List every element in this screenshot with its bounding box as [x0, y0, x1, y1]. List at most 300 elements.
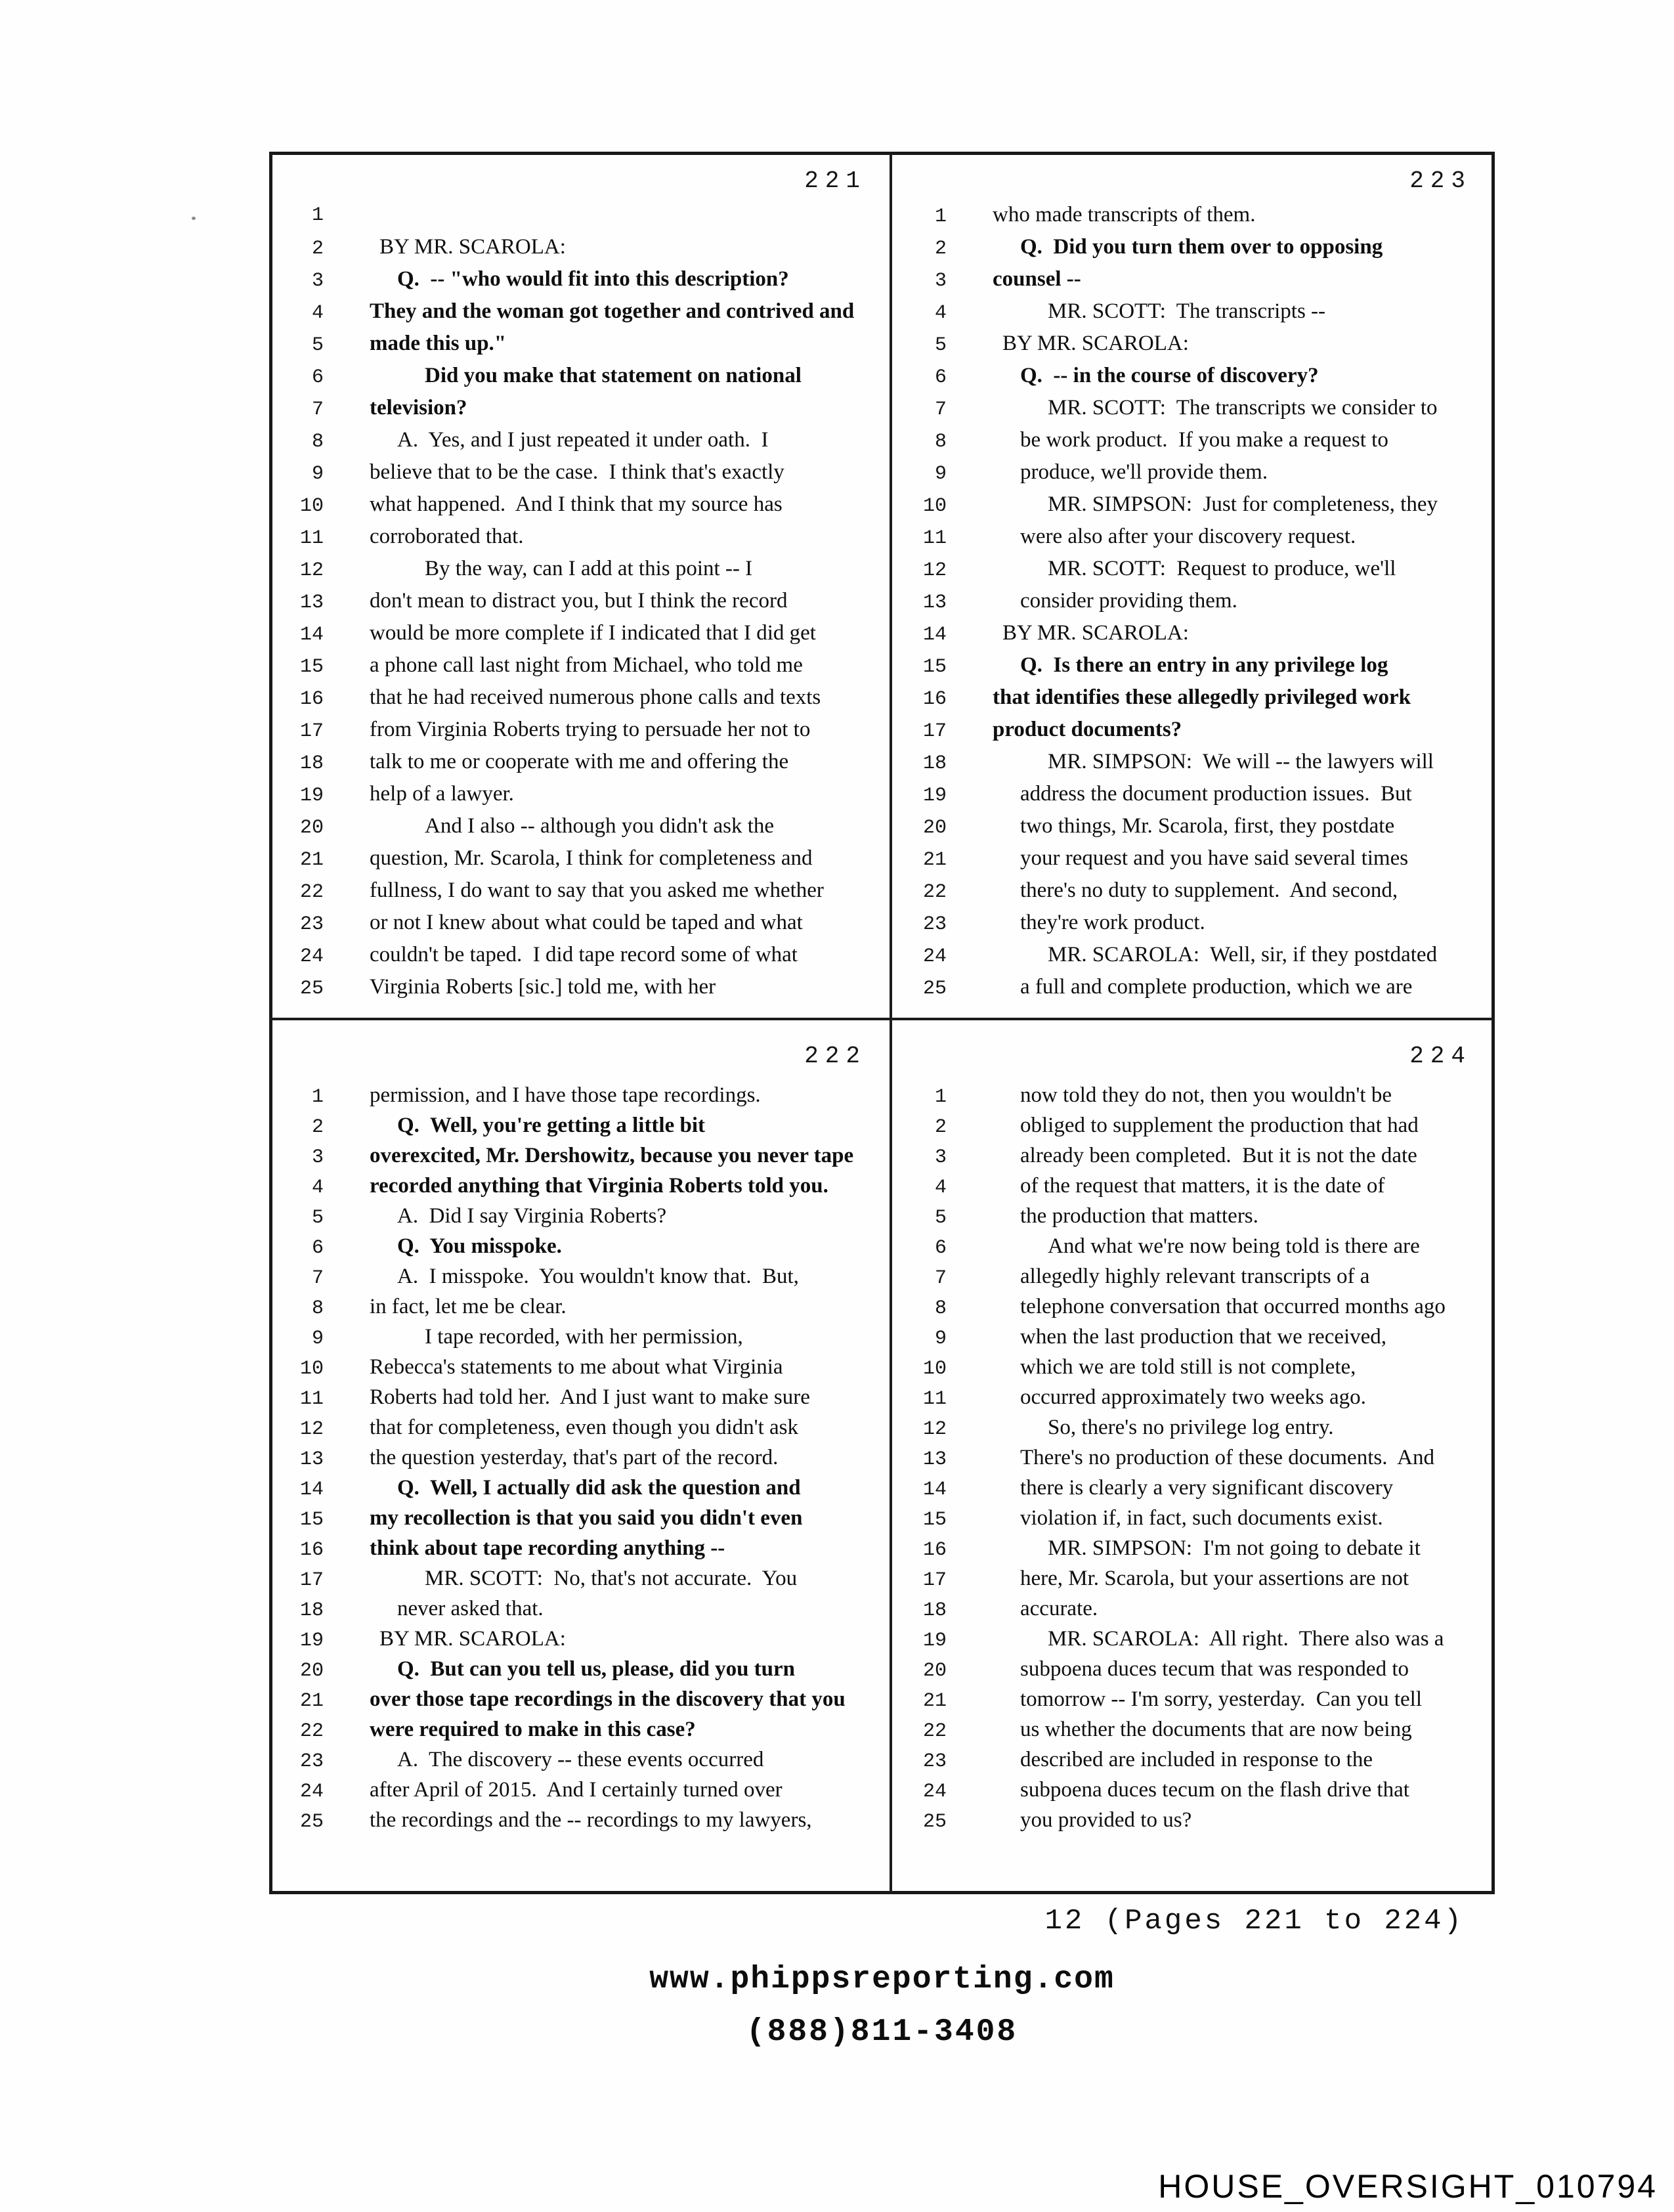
transcript-line-row: [269, 1111, 890, 1141]
line-number: 22: [922, 1720, 947, 1743]
transcript-line-text: your request and you have said several times: [1020, 846, 1409, 870]
line-number: 4: [934, 1177, 947, 1199]
line-number: 25: [299, 978, 324, 1000]
transcript-line-text: A. I misspoke. You wouldn't know that. But,: [397, 1265, 799, 1288]
line-number: 1: [311, 204, 324, 227]
line-number: 18: [299, 1599, 324, 1622]
transcript-line-text: MR. SCOTT: Request to produce, we'll: [1048, 557, 1396, 580]
line-number: 25: [922, 978, 947, 1000]
line-number: 12: [299, 1418, 324, 1441]
transcript-line-text: corroborated that.: [370, 525, 524, 548]
transcript-line-row: [269, 1685, 890, 1715]
transcript-line-row: [892, 1081, 1495, 1111]
transcript-line-row: [892, 876, 1495, 908]
transcript-line-text: who made transcripts of them.: [993, 203, 1256, 227]
transcript-line-row: [269, 200, 890, 232]
line-number: 10: [299, 495, 324, 517]
transcript-line-text: Q. Well, you're getting a little bit: [397, 1114, 705, 1137]
line-number: 21: [922, 1690, 947, 1712]
line-number: 2: [311, 1116, 324, 1139]
transcript-line-row: [892, 1413, 1495, 1443]
transcript-page-221: [269, 152, 890, 1018]
transcript-line-text: in fact, let me be clear.: [370, 1295, 567, 1318]
transcript-line-text: fullness, I do want to say that you asked me whether: [370, 878, 824, 902]
transcript-line-row: [269, 779, 890, 812]
transcript-line-text: already been completed. But it is not the date: [1020, 1144, 1417, 1167]
transcript-line-text: over those tape recordings in the discovery that you: [370, 1687, 846, 1711]
bates-stamp: HOUSE_OVERSIGHT_010794: [1158, 2168, 1658, 2205]
transcript-line-text: Virginia Roberts [sic.] told me, with her: [370, 975, 716, 999]
transcript-line-text: the recordings and the -- recordings to my lawyers,: [370, 1808, 812, 1832]
transcript-line-text: don't mean to distract you, but I think the record: [370, 589, 788, 613]
line-number: 9: [311, 1328, 324, 1350]
line-number: 8: [934, 1297, 947, 1320]
transcript-line-row: [269, 1443, 890, 1473]
line-number: 7: [311, 399, 324, 421]
transcript-line-text: MR. SCAROLA: All right. There also was a: [1048, 1627, 1444, 1651]
line-number: 10: [922, 1358, 947, 1380]
line-number: 11: [299, 1388, 324, 1410]
line-number: 17: [299, 1569, 324, 1592]
line-number: 5: [934, 334, 947, 357]
transcript-line-row: [892, 1806, 1495, 1836]
transcript-line-text: MR. SIMPSON: We will -- the lawyers will: [1048, 750, 1434, 773]
transcript-line-row: [892, 522, 1495, 554]
line-number: 24: [922, 1781, 947, 1803]
line-number: 14: [299, 624, 324, 646]
transcript-line-row: [269, 1232, 890, 1262]
transcript-line-row: [892, 1534, 1495, 1564]
line-number: 19: [299, 785, 324, 807]
transcript-line-row: [269, 1383, 890, 1413]
transcript-page-222: [269, 1018, 890, 1894]
transcript-line-text: a full and complete production, which we are: [1020, 975, 1413, 999]
line-number: 3: [934, 270, 947, 292]
transcript-line-text: subpoena duces tecum that was responded to: [1020, 1657, 1409, 1681]
transcript-line-row: [892, 1383, 1495, 1413]
transcript-line-text: Q. You misspoke.: [397, 1234, 562, 1258]
transcript-line-text: Q. Well, I actually did ask the question and: [397, 1476, 801, 1500]
line-number: 23: [922, 913, 947, 936]
transcript-line-row: [269, 1655, 890, 1685]
line-number: 20: [922, 1660, 947, 1682]
transcript-line-row: [269, 1624, 890, 1655]
line-number: 12: [922, 559, 947, 582]
transcript-line-text: They and the woman got together and contrived and: [370, 299, 855, 323]
transcript-line-row: [892, 361, 1495, 393]
line-number: 1: [934, 1086, 947, 1108]
transcript-line-row: [892, 297, 1495, 329]
transcript-line-row: [892, 1171, 1495, 1202]
transcript-line-text: There's no production of these documents. And: [1020, 1446, 1434, 1469]
line-number: 25: [299, 1811, 324, 1833]
line-number: 10: [922, 495, 947, 517]
line-number: 17: [922, 1569, 947, 1592]
transcript-line-text: MR. SIMPSON: Just for completeness, they: [1048, 492, 1438, 516]
transcript-line-row: [892, 586, 1495, 618]
transcript-line-text: think about tape recording anything --: [370, 1536, 725, 1560]
page-number: 221: [804, 167, 867, 194]
transcript-line-row: [892, 683, 1495, 715]
transcript-line-text: a phone call last night from Michael, who told me: [370, 653, 803, 677]
line-number: 13: [299, 1448, 324, 1471]
transcript-line-text: counsel --: [993, 267, 1081, 291]
transcript-line-row: [269, 1715, 890, 1745]
transcript-line-text: By the way, can I add at this point -- I: [425, 557, 753, 580]
transcript-line-text: Roberts had told her. And I just want to make sure: [370, 1385, 810, 1409]
line-number: 18: [922, 1599, 947, 1622]
transcript-line-row: [892, 393, 1495, 425]
line-number: 9: [934, 463, 947, 485]
scan-artifact-dot: [192, 217, 196, 220]
page-number: 222: [804, 1043, 867, 1070]
transcript-line-row: [269, 265, 890, 297]
transcript-line-text: Q. Did you turn them over to opposing: [1020, 235, 1383, 259]
transcript-line-row: [269, 1081, 890, 1111]
transcript-line-text: two things, Mr. Scarola, first, they postdate: [1020, 814, 1395, 838]
line-number: 19: [922, 1630, 947, 1652]
transcript-line-text: my recollection is that you said you didn't even: [370, 1506, 803, 1530]
transcript-line-row: [269, 747, 890, 779]
transcript-line-row: [269, 458, 890, 490]
transcript-line-row: [269, 232, 890, 265]
transcript-line-row: [269, 1292, 890, 1322]
transcript-line-text: you provided to us?: [1020, 1808, 1192, 1832]
transcript-line-row: [269, 1564, 890, 1594]
transcript-line-row: [269, 812, 890, 844]
transcript-line-text: I tape recorded, with her permission,: [425, 1325, 743, 1349]
transcript-line-row: [269, 1202, 890, 1232]
transcript-line-row: [269, 1745, 890, 1775]
line-number: 16: [299, 688, 324, 710]
transcript-line-row: [892, 1594, 1495, 1624]
transcript-line-row: [269, 361, 890, 393]
line-number: 20: [922, 817, 947, 839]
transcript-line-row: [892, 1685, 1495, 1715]
line-number: 6: [934, 1237, 947, 1259]
line-number: 7: [311, 1267, 324, 1290]
line-number: 7: [934, 1267, 947, 1290]
footer-phone: (888)811-3408: [746, 2014, 1018, 2050]
transcript-line-row: [269, 683, 890, 715]
transcript-line-text: MR. SCOTT: The transcripts --: [1048, 299, 1326, 323]
line-number: 15: [299, 1509, 324, 1531]
line-number: 23: [299, 913, 324, 936]
transcript-line-text: talk to me or cooperate with me and offering the: [370, 750, 789, 773]
transcript-line-text: were also after your discovery request.: [1020, 525, 1356, 548]
line-number: 19: [299, 1630, 324, 1652]
transcript-line-row: [892, 1292, 1495, 1322]
line-number: 24: [299, 945, 324, 968]
transcript-line-text: product documents?: [993, 718, 1182, 741]
transcript-line-text: BY MR. SCAROLA:: [379, 235, 566, 259]
transcript-line-row: [269, 1413, 890, 1443]
line-number: 3: [311, 1146, 324, 1169]
transcript-page-224: [892, 1018, 1495, 1894]
transcript-line-row: [892, 458, 1495, 490]
transcript-line-text: which we are told still is not complete,: [1020, 1355, 1356, 1379]
line-number: 11: [299, 527, 324, 550]
transcript-line-row: [269, 425, 890, 458]
footer-website: www.phippsreporting.com: [649, 1962, 1115, 1997]
transcript-line-row: [269, 651, 890, 683]
transcript-line-row: [269, 1504, 890, 1534]
line-number: 12: [299, 559, 324, 582]
transcript-line-row: [269, 586, 890, 618]
transcript-line-text: Rebecca's statements to me about what Virginia: [370, 1355, 783, 1379]
transcript-line-row: [269, 329, 890, 361]
transcript-line-row: [269, 522, 890, 554]
transcript-line-text: MR. SCAROLA: Well, sir, if they postdated: [1048, 943, 1438, 966]
transcript-lines: [269, 1081, 890, 1836]
transcript-line-text: overexcited, Mr. Dershowitz, because you never tape: [370, 1144, 854, 1167]
transcript-line-text: BY MR. SCAROLA:: [1002, 621, 1189, 645]
line-number: 5: [311, 1207, 324, 1229]
transcript-line-row: [892, 1111, 1495, 1141]
transcript-line-row: [269, 844, 890, 876]
transcript-line-row: [269, 940, 890, 972]
transcript-line-row: [892, 908, 1495, 940]
line-number: 13: [299, 592, 324, 614]
transcript-line-text: A. Yes, and I just repeated it under oath. I: [397, 428, 769, 452]
line-number: 24: [922, 945, 947, 968]
transcript-line-row: [892, 1202, 1495, 1232]
line-number: 16: [922, 1539, 947, 1561]
transcript-line-text: A. Did I say Virginia Roberts?: [397, 1204, 667, 1228]
transcript-line-row: [892, 972, 1495, 1005]
transcript-line-row: [269, 490, 890, 522]
line-number: 13: [922, 1448, 947, 1471]
line-number: 2: [311, 238, 324, 260]
transcript-line-text: BY MR. SCAROLA:: [379, 1627, 566, 1651]
transcript-line-row: [892, 1322, 1495, 1353]
line-number: 21: [299, 1690, 324, 1712]
line-number: 16: [922, 688, 947, 710]
transcript-line-text: tomorrow -- I'm sorry, yesterday. Can you tell: [1020, 1687, 1423, 1711]
transcript-line-row: [269, 972, 890, 1005]
line-number: 18: [922, 752, 947, 775]
transcript-line-text: produce, we'll provide them.: [1020, 460, 1268, 484]
transcript-line-text: allegedly highly relevant transcripts of a: [1020, 1265, 1370, 1288]
line-number: 18: [299, 752, 324, 775]
page-number: 224: [1409, 1043, 1472, 1070]
transcript-line-row: [892, 1262, 1495, 1292]
line-number: 5: [934, 1207, 947, 1229]
line-number: 25: [922, 1811, 947, 1833]
transcript-line-text: obliged to supplement the production that had: [1020, 1114, 1419, 1137]
line-number: 2: [934, 238, 947, 260]
line-number: 2: [934, 1116, 947, 1139]
line-number: 8: [311, 431, 324, 453]
transcript-line-text: MR. SCOTT: The transcripts we consider to: [1048, 396, 1438, 420]
line-number: 15: [299, 656, 324, 678]
transcript-line-text: what happened. And I think that my source has: [370, 492, 783, 516]
transcript-line-row: [892, 1504, 1495, 1534]
line-number: 13: [922, 592, 947, 614]
transcript-line-text: of the request that matters, it is the date of: [1020, 1174, 1385, 1198]
line-number: 8: [934, 431, 947, 453]
transcript-line-row: [892, 554, 1495, 586]
transcript-line-row: [892, 265, 1495, 297]
transcript-line-row: [269, 393, 890, 425]
transcript-line-row: [892, 1353, 1495, 1383]
line-number: 1: [934, 206, 947, 228]
transcript-line-text: telephone conversation that occurred months ago: [1020, 1295, 1446, 1318]
transcript-line-text: question, Mr. Scarola, I think for completeness and: [370, 846, 813, 870]
line-number: 22: [299, 881, 324, 903]
transcript-line-row: [892, 715, 1495, 747]
transcript-line-text: be work product. If you make a request to: [1020, 428, 1388, 452]
line-number: 20: [299, 1660, 324, 1682]
transcript-line-row: [892, 232, 1495, 265]
line-number: 15: [922, 1509, 947, 1531]
transcript-line-text: Q. -- in the course of discovery?: [1020, 364, 1319, 387]
transcript-line-row: [892, 618, 1495, 651]
line-number: 22: [922, 881, 947, 903]
transcript-line-row: [269, 715, 890, 747]
transcript-line-text: So, there's no privilege log entry.: [1048, 1416, 1334, 1439]
transcript-line-text: were required to make in this case?: [370, 1718, 696, 1741]
transcript-line-row: [892, 1775, 1495, 1806]
line-number: 14: [922, 624, 947, 646]
transcript-line-text: subpoena duces tecum on the flash drive that: [1020, 1778, 1409, 1802]
line-number: 3: [934, 1146, 947, 1169]
page-number: 223: [1409, 167, 1472, 194]
line-number: 11: [922, 1388, 947, 1410]
transcript-line-text: And what we're now being told is there are: [1048, 1234, 1420, 1258]
transcript-line-row: [892, 844, 1495, 876]
line-number: 14: [299, 1479, 324, 1501]
transcript-line-text: help of a lawyer.: [370, 782, 514, 806]
transcript-line-text: occurred approximately two weeks ago.: [1020, 1385, 1366, 1409]
transcript-line-row: [269, 297, 890, 329]
transcript-line-text: that he had received numerous phone calls and texts: [370, 685, 821, 709]
transcript-line-text: A. The discovery -- these events occurred: [397, 1748, 764, 1771]
transcript-lines: [892, 1081, 1495, 1836]
transcript-line-text: the question yesterday, that's part of the record.: [370, 1446, 779, 1469]
transcript-line-row: [269, 1322, 890, 1353]
transcript-line-text: here, Mr. Scarola, but your assertions are not: [1020, 1567, 1409, 1590]
transcript-line-text: never asked that.: [397, 1597, 544, 1620]
transcript-line-row: [269, 876, 890, 908]
transcript-line-text: the production that matters.: [1020, 1204, 1258, 1228]
line-number: 4: [934, 302, 947, 324]
transcript-line-text: after April of 2015. And I certainly turned over: [370, 1778, 783, 1802]
line-number: 9: [934, 1328, 947, 1350]
transcript-line-text: And I also -- although you didn't ask the: [425, 814, 775, 838]
transcript-line-text: permission, and I have those tape recordings.: [370, 1083, 761, 1107]
transcript-line-row: [269, 1806, 890, 1836]
line-number: 23: [922, 1750, 947, 1773]
transcript-line-row: [269, 1353, 890, 1383]
transcript-line-text: or not I knew about what could be taped and what: [370, 911, 803, 934]
transcript-line-row: [892, 1624, 1495, 1655]
transcript-line-row: [892, 329, 1495, 361]
transcript-lines: [269, 200, 890, 1005]
transcript-lines: [892, 200, 1495, 1005]
transcript-line-text: couldn't be taped. I did tape record some of what: [370, 943, 798, 966]
transcript-line-text: recorded anything that Virginia Roberts told you.: [370, 1174, 828, 1198]
transcript-line-row: [892, 747, 1495, 779]
transcript-line-row: [269, 1775, 890, 1806]
transcript-line-row: [892, 812, 1495, 844]
transcript-line-text: they're work product.: [1020, 911, 1205, 934]
transcript-line-row: [892, 651, 1495, 683]
line-number: 20: [299, 817, 324, 839]
line-number: 11: [922, 527, 947, 550]
footer-page-range: 12 (Pages 221 to 224): [1044, 1905, 1464, 1938]
line-number: 21: [299, 849, 324, 871]
transcript-line-row: [892, 1715, 1495, 1745]
transcript-line-row: [892, 779, 1495, 812]
transcript-line-text: when the last production that we received,: [1020, 1325, 1387, 1349]
line-number: 1: [311, 1086, 324, 1108]
transcript-line-text: described are included in response to the: [1020, 1748, 1373, 1771]
transcript-line-text: that identifies these allegedly privileged work: [993, 685, 1411, 709]
line-number: 21: [922, 849, 947, 871]
transcript-line-row: [892, 1473, 1495, 1504]
transcript-line-row: [269, 1171, 890, 1202]
transcript-line-text: us whether the documents that are now being: [1020, 1718, 1412, 1741]
line-number: 24: [299, 1781, 324, 1803]
transcript-line-row: [269, 1262, 890, 1292]
line-number: 15: [922, 656, 947, 678]
transcript-line-text: Q. Is there an entry in any privilege log: [1020, 653, 1388, 677]
transcript-line-text: television?: [370, 396, 467, 420]
transcript-line-row: [892, 1232, 1495, 1262]
line-number: 19: [922, 785, 947, 807]
transcript-line-row: [892, 1655, 1495, 1685]
transcript-line-row: [269, 1473, 890, 1504]
transcript-line-row: [269, 618, 890, 651]
transcript-line-row: [269, 554, 890, 586]
transcript-line-text: would be more complete if I indicated that I did get: [370, 621, 816, 645]
line-number: 17: [922, 720, 947, 743]
line-number: 12: [922, 1418, 947, 1441]
transcript-line-text: that for completeness, even though you didn't ask: [370, 1416, 798, 1439]
line-number: 6: [311, 366, 324, 389]
line-number: 6: [934, 366, 947, 389]
transcript-line-row: [892, 940, 1495, 972]
transcript-line-row: [892, 200, 1495, 232]
transcript-line-text: there is clearly a very significant discovery: [1020, 1476, 1394, 1500]
transcript-line-row: [269, 1141, 890, 1171]
transcript-line-text: believe that to be the case. I think that's exactly: [370, 460, 784, 484]
line-number: 23: [299, 1750, 324, 1773]
transcript-line-text: made this up.": [370, 332, 507, 355]
transcript-line-text: MR. SCOTT: No, that's not accurate. You: [425, 1567, 798, 1590]
line-number: 3: [311, 270, 324, 292]
transcript-line-text: violation if, in fact, such documents exist.: [1020, 1506, 1383, 1530]
line-number: 17: [299, 720, 324, 743]
transcript-line-text: Q. But can you tell us, please, did you turn: [397, 1657, 796, 1681]
transcript-line-row: [892, 1745, 1495, 1775]
transcript-line-text: Did you make that statement on national: [425, 364, 802, 387]
line-number: 22: [299, 1720, 324, 1743]
line-number: 10: [299, 1358, 324, 1380]
transcript-line-text: Q. -- "who would fit into this description?: [397, 267, 789, 291]
transcript-page-223: [892, 152, 1495, 1018]
line-number: 5: [311, 334, 324, 357]
transcript-line-text: address the document production issues. But: [1020, 782, 1412, 806]
line-number: 4: [311, 302, 324, 324]
transcript-line-row: [269, 1534, 890, 1564]
transcript-line-text: consider providing them.: [1020, 589, 1237, 613]
transcript-line-row: [269, 908, 890, 940]
transcript-line-text: there's no duty to supplement. And second,: [1020, 878, 1398, 902]
line-number: 16: [299, 1539, 324, 1561]
line-number: 8: [311, 1297, 324, 1320]
